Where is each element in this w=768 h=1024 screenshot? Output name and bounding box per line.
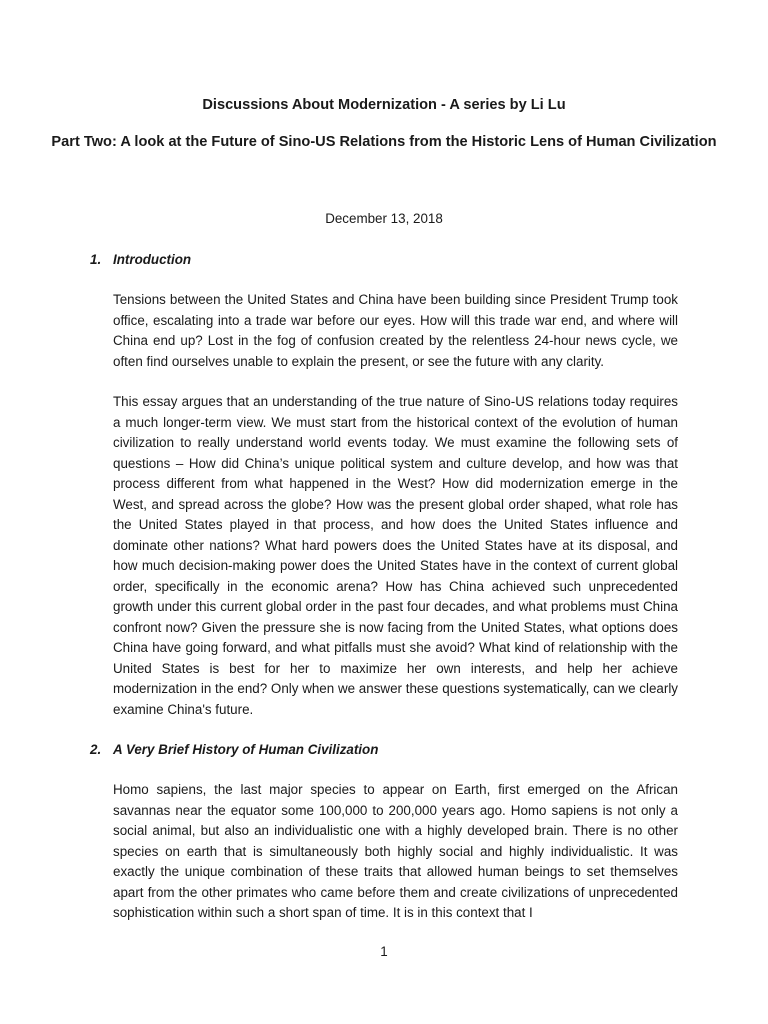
page-number: 1 xyxy=(380,944,388,959)
section-heading-introduction xyxy=(90,250,191,270)
paragraph: Homo sapiens, the last major species to appear on Earth, first emerged on the African savannas near the equator some 100,000 to 200,000 years ago. Homo sapiens is not only a social animal, but also an individualistic one with a highly developed brain. There is no other species on earth that is simultaneously both highly social and highly individualistic. It was exactly the unique combination of these traits that allowed human beings to set themselves apart from the other primates who came before them and create civilizations of unprecedented sophistication within such a short span of time. It is in this context that I xyxy=(113,782,678,920)
part-title: Part Two: A look at the Future of Sino-US Relations from the Historic Lens of Human Civilization xyxy=(51,134,717,150)
section-number: 1. xyxy=(90,252,102,267)
document-title: Discussions About Modernization - A series by Li Lu xyxy=(202,97,566,113)
section-number: 2. xyxy=(90,742,102,757)
section-title: A Very Brief History of Human Civilization xyxy=(113,742,379,757)
section-heading-history xyxy=(90,740,378,760)
paragraph: This essay argues that an understanding of the true nature of Sino-US relations today requires a much longer-term view. We must start from the historical context of the evolution of human civilization to really understand world events today. We must examine the following sets of questions – How did China’s unique political system and culture develop, and how was that process different from what happened in the West? How did modernization emerge in the West, and spread across the globe? How was the present global order shaped, what role has the United States played in that process, and how does the United States influence and dominate other nations? What hard powers does the United States have at its disposal, and how much decision-making power does the United States have in the context of current global order, specifically in the economic arena? How has China achieved such unprecedented growth under this current global order in the past four decades, and what problems must China confront now? Given the pressure she is now facing from the United States, what options does China have going forward, and what pitfalls must she avoid? What kind of relationship with the United States is best for her to maximize her own interests, and help her achieve modernization in the end? Only when we answer these questions systematically, can we clearly examine China's future. xyxy=(113,394,678,717)
section-title: Introduction xyxy=(113,252,192,267)
paragraph: Tensions between the United States and China have been building since President Trump took office, escalating into a trade war before our eyes. How will this trade war end, and where will China end up? Lost in the fog of confusion created by the relentless 24-hour news cycle, we often find ourselves unable to explain the present, or see the future with any clarity. xyxy=(113,292,678,369)
document-date: December 13, 2018 xyxy=(325,211,443,226)
